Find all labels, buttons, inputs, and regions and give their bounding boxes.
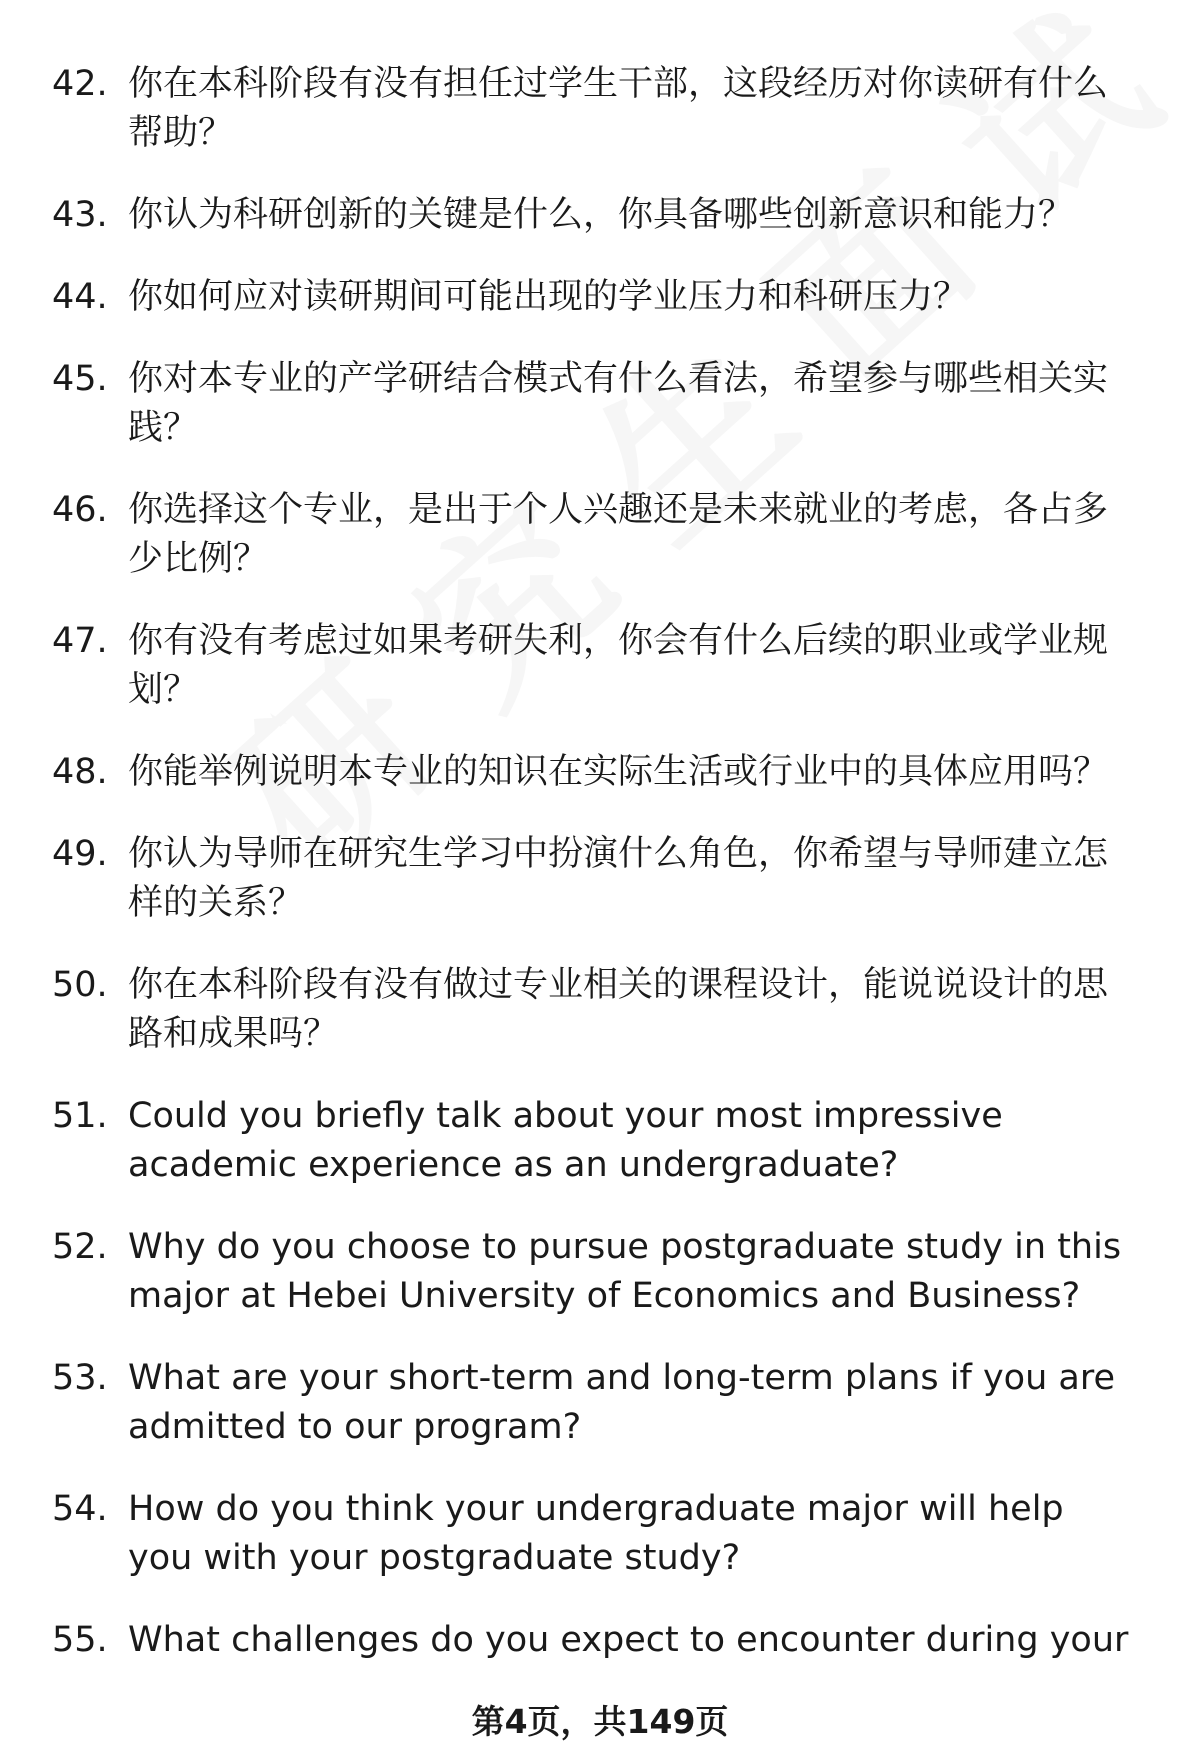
question-text: How do you think your undergraduate major will help you with your postgraduate study? bbox=[128, 1489, 1064, 1578]
question-item bbox=[52, 617, 1152, 715]
question-item bbox=[52, 60, 1152, 158]
question-text: 你能举例说明本专业的知识在实际生活或行业中的具体应用吗？ bbox=[128, 752, 1109, 792]
question-item bbox=[52, 486, 1152, 584]
question-text: 你认为导师在研究生学习中扮演什么角色，你希望与导师建立怎样的关系？ bbox=[128, 834, 1109, 923]
question-text: Why do you choose to pursue postgraduate study in this major at Hebei University of Economics and Business? bbox=[128, 1227, 1122, 1316]
question-number: 47. bbox=[52, 621, 108, 661]
question-number: 46. bbox=[52, 490, 108, 530]
question-text: 你在本科阶段有没有做过专业相关的课程设计，能说说设计的思路和成果吗？ bbox=[128, 965, 1109, 1054]
question-item bbox=[52, 830, 1152, 928]
question-text: 你在本科阶段有没有担任过学生干部，这段经历对你读研有什么帮助？ bbox=[128, 64, 1109, 153]
question-list bbox=[52, 60, 1152, 1698]
question-number: 53. bbox=[52, 1358, 108, 1398]
question-text: What are your short-term and long-term plans if you are admitted to our program? bbox=[128, 1358, 1115, 1447]
question-text: 你对本专业的产学研结合模式有什么看法，希望参与哪些相关实践？ bbox=[128, 359, 1109, 448]
question-number: 49. bbox=[52, 834, 108, 874]
question-item bbox=[52, 191, 1152, 240]
question-item bbox=[52, 1485, 1152, 1583]
question-item bbox=[52, 748, 1152, 797]
page-footer: 第4页，共149页 bbox=[471, 1702, 729, 1741]
question-item bbox=[52, 355, 1152, 453]
question-text: What challenges do you expect to encounter during your bbox=[128, 1620, 1129, 1660]
question-item bbox=[52, 273, 1152, 322]
question-text: 你如何应对读研期间可能出现的学业压力和科研压力？ bbox=[128, 277, 969, 317]
question-text: 你有没有考虑过如果考研失利，你会有什么后续的职业或学业规划？ bbox=[128, 621, 1109, 710]
question-item bbox=[52, 961, 1152, 1059]
question-number: 44. bbox=[52, 277, 108, 317]
question-number: 55. bbox=[52, 1620, 108, 1660]
question-text: 你选择这个专业，是出于个人兴趣还是未来就业的考虑，各占多少比例？ bbox=[128, 490, 1109, 579]
question-item bbox=[52, 1223, 1152, 1321]
question-number: 42. bbox=[52, 64, 108, 104]
question-number: 45. bbox=[52, 359, 108, 399]
question-text: Could you briefly talk about your most impressive academic experience as an undergraduate? bbox=[128, 1096, 1003, 1185]
question-number: 50. bbox=[52, 965, 108, 1005]
question-number: 52. bbox=[52, 1227, 108, 1267]
question-item bbox=[52, 1616, 1152, 1665]
question-item bbox=[52, 1092, 1152, 1190]
question-item bbox=[52, 1354, 1152, 1452]
question-number: 54. bbox=[52, 1489, 108, 1529]
question-number: 51. bbox=[52, 1096, 108, 1136]
question-number: 48. bbox=[52, 752, 108, 792]
question-text: 你认为科研创新的关键是什么，你具备哪些创新意识和能力？ bbox=[128, 195, 1074, 235]
question-number: 43. bbox=[52, 195, 108, 235]
